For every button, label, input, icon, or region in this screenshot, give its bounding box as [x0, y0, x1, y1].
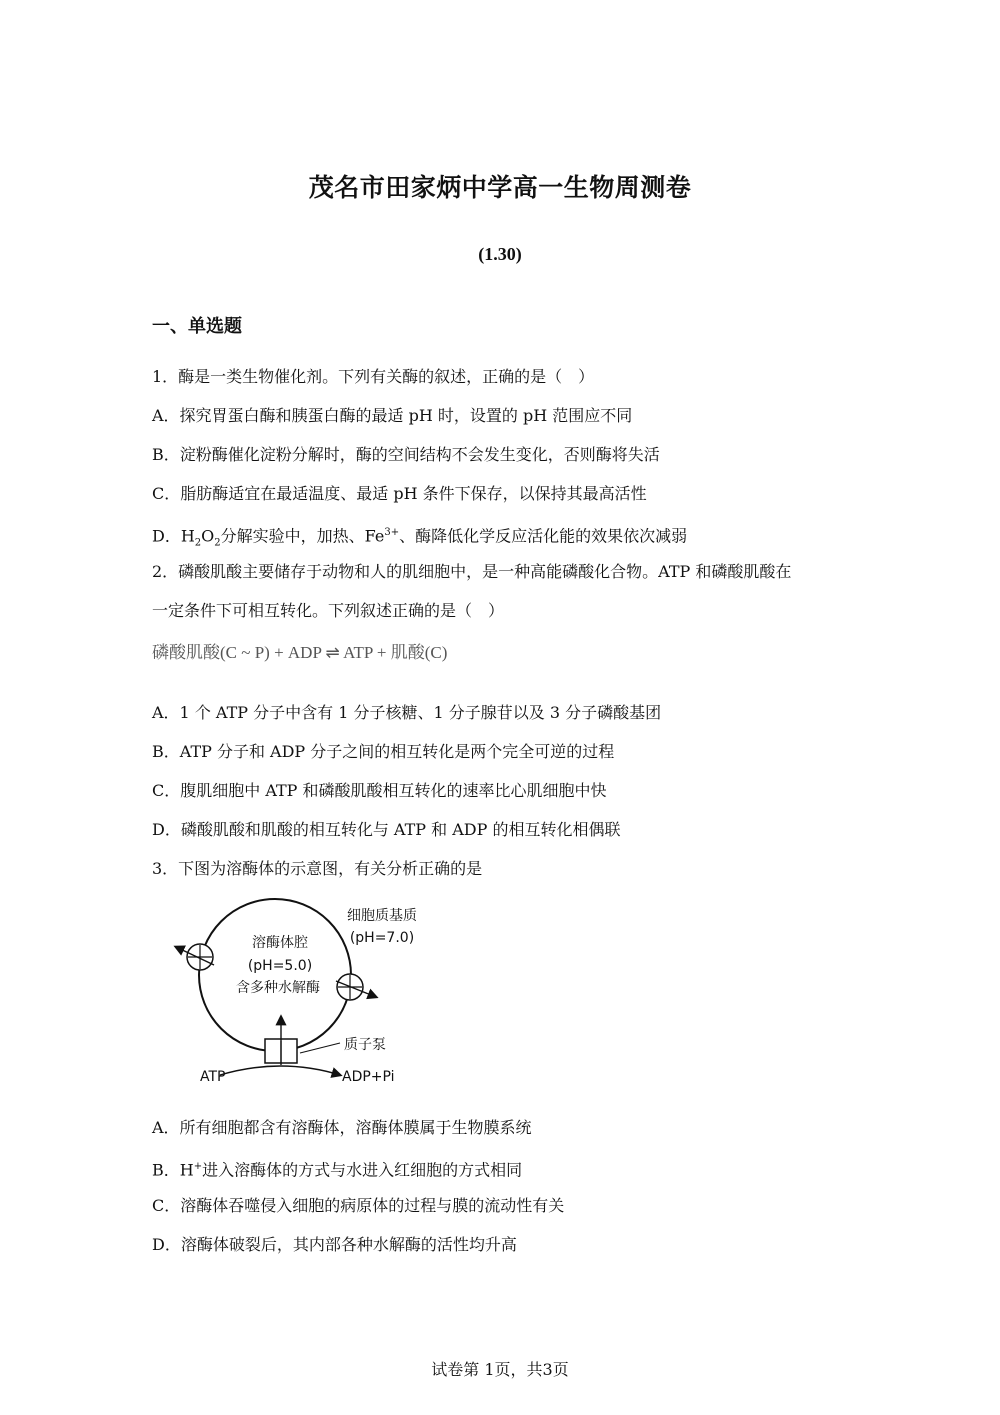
page-subtitle: (1.30) [478, 244, 522, 264]
option-d-prefix: D．H [152, 526, 195, 546]
option-b-prefix: B．H [152, 1160, 194, 1180]
question-2-option-d: D．磷酸肌酸和肌酸的相互转化与 ATP 和 ADP 的相互转化相偶联 [152, 820, 621, 839]
question-2-stem-line-2: 一定条件下可相互转化。下列叙述正确的是（ ） [152, 601, 505, 620]
question-3-option-b [152, 1156, 522, 1181]
option-b-rest: 进入溶酶体的方式与水进入红细胞的方式相同 [202, 1160, 523, 1180]
question-1-option-b: B．淀粉酶催化淀粉分解时，酶的空间结构不会发生变化，否则酶将失活 [152, 445, 660, 464]
subscript: 2 [194, 537, 202, 549]
option-d-mid: 分解实验中，加热、Fe [220, 526, 385, 546]
cytosol-ph-label: (pH=7.0) [349, 930, 415, 946]
option-d-o: O [201, 526, 215, 546]
transporter-right [336, 974, 376, 1000]
cytosol-label: 细胞质基质 [347, 908, 417, 924]
atp-label: ATP [200, 1069, 226, 1085]
question-2-option-c: C．腹肌细胞中 ATP 和磷酸肌酸相互转化的速率比心肌细胞中快 [152, 781, 607, 800]
proton-pump [220, 1017, 340, 1075]
question-3-option-d: D．溶酶体破裂后，其内部各种水解酶的活性均升高 [152, 1235, 517, 1254]
question-3-option-c: C．溶酶体吞噬侵入细胞的病原体的过程与膜的流动性有关 [152, 1196, 565, 1215]
superscript: + [193, 1161, 203, 1172]
subscript: 2 [214, 537, 221, 549]
page-title: 茂名市田家炳中学高一生物周测卷 [308, 173, 692, 202]
lumen-ph-label: (pH=5.0) [247, 958, 313, 974]
adp-label: ADP+Pi [342, 1069, 395, 1085]
enzymes-label: 含多种水解酶 [236, 980, 320, 996]
lysosome-membrane [199, 899, 351, 1051]
lysosome-diagram [160, 895, 440, 1095]
section-heading: 一、单选题 [152, 316, 242, 337]
page-footer: 试卷第 1页，共3页 [431, 1360, 569, 1379]
question-1-stem: 1．酶是一类生物催化剂。下列有关酶的叙述，正确的是（ ） [152, 367, 595, 386]
superscript: 3+ [384, 527, 400, 538]
reaction-formula: 磷酸肌酸(C ~ P) + ADP ⇌ ATP + 肌酸(C) [152, 643, 448, 662]
question-1-option-c: C．脂肪酶适宜在最适温度、最适 pH 条件下保存，以保持其最高活性 [152, 484, 647, 503]
question-2-option-a: A．1 个 ATP 分子中含有 1 分子核糖、1 分子腺苷以及 3 分子磷酸基团 [152, 703, 662, 722]
lumen-label: 溶酶体腔 [252, 935, 308, 951]
question-3-option-a: A．所有细胞都含有溶酶体，溶酶体膜属于生物膜系统 [152, 1118, 532, 1137]
option-d-rest: 、酶降低化学反应活化能的效果依次减弱 [399, 526, 688, 546]
question-1-option-a: A．探究胃蛋白酶和胰蛋白酶的最适 pH 时，设置的 pH 范围应不同 [152, 406, 633, 425]
question-2-option-b: B．ATP 分子和 ADP 分子之间的相互转化是两个完全可逆的过程 [152, 742, 615, 761]
transporter-left [176, 944, 214, 970]
question-3-stem: 3．下图为溶酶体的示意图，有关分析正确的是 [152, 859, 483, 878]
question-1-option-d [152, 522, 687, 555]
question-2-stem-line-1: 2．磷酸肌酸主要储存于动物和人的肌细胞中，是一种高能磷酸化合物。ATP 和磷酸肌酸在 [152, 562, 792, 581]
proton-pump-label: 质子泵 [344, 1037, 386, 1053]
